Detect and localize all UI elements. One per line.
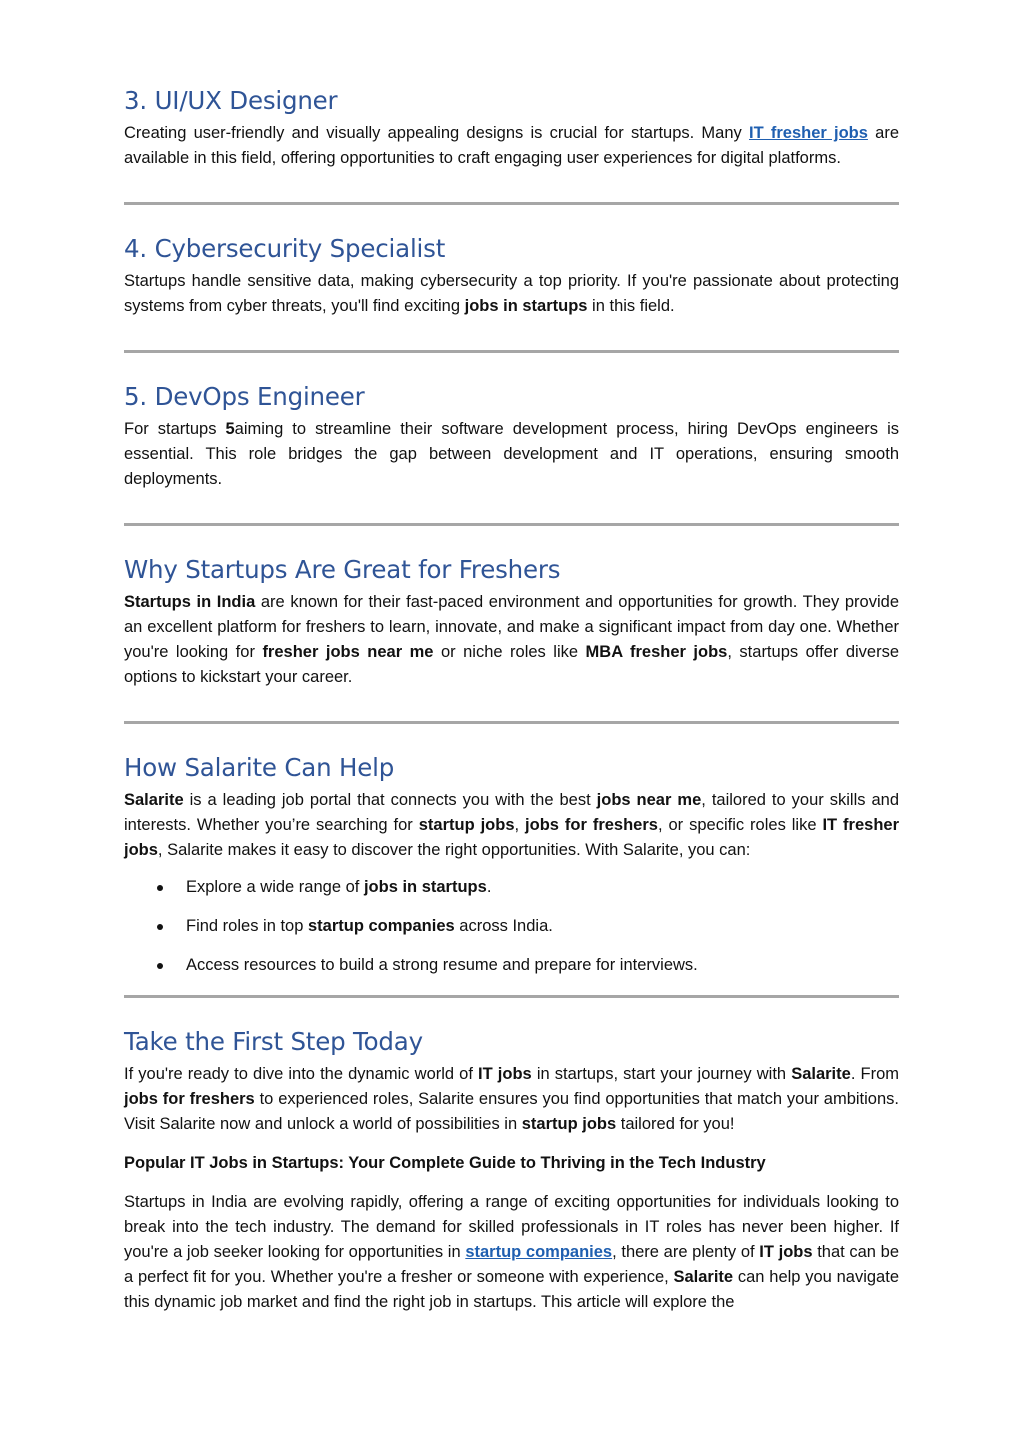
bold-text: jobs in startups	[363, 878, 487, 896]
bullet-list	[124, 875, 899, 978]
text: ,	[514, 816, 526, 834]
text: to experienced roles, Salarite ensures you find opportunities that match your ambitions. Visit Salarite now and unlock a world of possibilities in	[124, 1090, 899, 1133]
text: are known for their fast-paced environment and opportunities for growth. They provide an excellent platform for freshers to learn, innovate, and make a significant impact from day one. Whether you're looking for	[124, 593, 899, 661]
section-heading: 5. DevOps Engineer	[124, 382, 365, 411]
bullet-icon	[157, 885, 163, 891]
article-intro-paragraph	[124, 1190, 899, 1315]
bold-text: jobs near me	[596, 791, 702, 809]
section-paragraph	[124, 590, 899, 690]
section-paragraph	[124, 1062, 899, 1137]
list-item	[124, 953, 899, 978]
text: , Salarite makes it easy to discover the right opportunities. With Salarite, you can:	[157, 841, 751, 859]
bold-text: Startups in India	[124, 593, 256, 611]
text: in this field.	[587, 297, 675, 315]
text: aiming to streamline their software development process, hiring DevOps engineers is essential. This role bridges the gap between development and IT operations, ensuring smooth deployments.	[124, 420, 899, 488]
text: .	[486, 878, 492, 896]
section-heading: How Salarite Can Help	[124, 753, 395, 782]
bold-text: jobs for freshers	[124, 1090, 255, 1108]
text: If you're ready to dive into the dynamic world of	[124, 1065, 479, 1083]
bold-text: startup jobs	[418, 816, 515, 834]
section-paragraph	[124, 269, 899, 319]
text: can help you navigate this dynamic job market and find the right job in startups. This article will explore the	[124, 1268, 899, 1311]
section-why-startups	[124, 553, 899, 690]
text: are available in this field, offering opportunities to craft engaging user experiences for digital platforms.	[124, 124, 899, 167]
list-item	[124, 914, 899, 939]
section-heading: 3. UI/UX Designer	[124, 86, 338, 115]
it-fresher-jobs-link[interactable]: IT fresher jobs	[748, 124, 868, 142]
text: Startups in India are evolving rapidly, offering a range of exciting opportunities for individuals looking to break into the tech industry. The demand for skilled professionals in IT roles has never been higher. If you're a job seeker looking for opportunities in	[124, 1193, 899, 1261]
text: is a leading job portal that connects you with the best	[183, 791, 597, 809]
text: Find roles in top	[186, 917, 308, 935]
bold-text: IT jobs	[759, 1243, 813, 1261]
bold-text: Salarite	[124, 791, 184, 809]
bullet-icon	[157, 963, 163, 969]
text: Startups handle sensitive data, making cybersecurity a top priority. If you're passionate about protecting systems from cyber threats, you'll find exciting	[124, 272, 899, 315]
section-heading: Take the First Step Today	[124, 1027, 423, 1056]
section-ui-ux-designer	[124, 84, 899, 171]
bold-text: 5	[225, 420, 235, 438]
text: in startups, start your journey with	[531, 1065, 792, 1083]
section-divider	[124, 721, 899, 724]
startup-companies-link[interactable]: startup companies	[465, 1243, 613, 1261]
bold-text: jobs for freshers	[525, 816, 658, 834]
section-divider	[124, 350, 899, 353]
article-subheading: Popular IT Jobs in Startups: Your Complete Guide to Thriving in the Tech Industry	[124, 1154, 766, 1172]
text: that can be a perfect fit for you. Whether you're a fresher or someone with experience,	[124, 1243, 899, 1286]
section-cybersecurity-specialist	[124, 232, 899, 319]
section-paragraph	[124, 121, 899, 171]
bold-text: fresher jobs near me	[262, 643, 434, 661]
bold-text: startup companies	[307, 917, 455, 935]
section-paragraph	[124, 788, 899, 863]
text: , startups offer diverse options to kickstart your career.	[124, 643, 900, 686]
text: Access resources to build a strong resume and prepare for interviews.	[186, 956, 698, 974]
text: , there are plenty of	[612, 1243, 760, 1261]
document-page	[124, 84, 899, 1315]
text: or niche roles like	[433, 643, 586, 661]
text: For startups	[124, 420, 226, 438]
bold-text: Salarite	[673, 1268, 734, 1286]
text: . From	[850, 1065, 899, 1083]
list-item	[124, 875, 899, 900]
bold-text: Salarite	[791, 1065, 851, 1083]
bullet-icon	[157, 924, 163, 930]
bold-text: IT jobs	[478, 1065, 532, 1083]
text: across India.	[454, 917, 553, 935]
bold-text: startup jobs	[521, 1115, 617, 1133]
section-take-first-step	[124, 1025, 899, 1315]
section-heading: Why Startups Are Great for Freshers	[124, 555, 561, 584]
section-divider	[124, 995, 899, 998]
text: Creating user-friendly and visually appealing designs is crucial for startups. Many	[124, 124, 749, 142]
section-heading: 4. Cybersecurity Specialist	[124, 234, 446, 263]
section-devops-engineer	[124, 380, 899, 492]
text: , or specific roles like	[657, 816, 823, 834]
text: tailored for you!	[616, 1115, 735, 1133]
section-divider	[124, 523, 899, 526]
bold-text: IT fresher jobs	[124, 816, 899, 859]
section-how-salarite-can-help	[124, 751, 899, 978]
text: , tailored to your skills and interests. Whether you’re searching for	[124, 791, 899, 834]
section-divider	[124, 202, 899, 205]
bold-text: jobs in startups	[464, 297, 588, 315]
text: Explore a wide range of	[186, 878, 364, 896]
section-paragraph	[124, 417, 899, 492]
bold-text: MBA fresher jobs	[585, 643, 728, 661]
